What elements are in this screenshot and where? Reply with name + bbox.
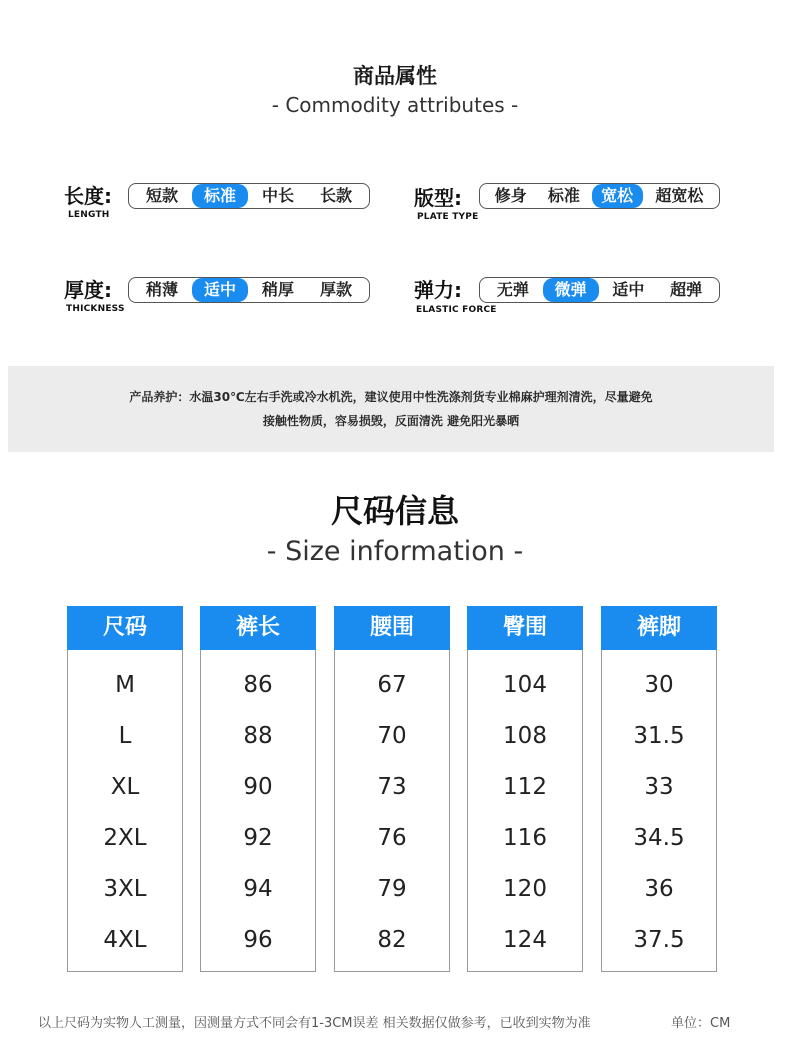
size-subtitle: - Size information -	[266, 536, 524, 567]
leg-opening-cell: 37.5	[633, 927, 685, 953]
hip-cell: 108	[503, 723, 547, 749]
waist-cell: 79	[377, 876, 407, 902]
length-option: 长款	[319, 186, 352, 205]
pants-length-cell: 90	[243, 774, 273, 800]
thickness-label-en: THICKNESS	[66, 304, 125, 314]
leg-opening-cell: 34.5	[633, 825, 685, 851]
plate-type-option: 标准	[547, 186, 580, 205]
care-instructions-line2: 接触性物质，容易损毁，反面清洗 避免阳光暴晒	[262, 414, 520, 428]
waist-column-header: 腰围	[334, 606, 450, 650]
length-option-selected: 标准	[192, 184, 248, 208]
elastic-force-label-en: ELASTIC FORCE	[416, 305, 497, 315]
pants-length-cell: 94	[243, 876, 273, 902]
length-option: 中长	[261, 186, 294, 205]
pants-length-cell: 86	[243, 672, 273, 698]
attributes-subtitle: - Commodity attributes -	[271, 93, 519, 117]
plate-type-label-en: PLATE TYPE	[417, 212, 479, 222]
leg-opening-cell: 33	[644, 774, 674, 800]
hip-column-header: 臀围	[467, 606, 583, 650]
elastic-force-label: 弹力:	[414, 278, 462, 302]
size-cell: M	[115, 672, 135, 698]
size-cell: 4XL	[103, 927, 147, 953]
pants-length-column-header: 裤长	[200, 606, 316, 650]
elastic-force-option: 无弹	[496, 280, 529, 299]
thickness-option-selected: 适中	[192, 278, 248, 302]
size-column-header: 尺码	[67, 606, 183, 650]
size-cell: 2XL	[103, 825, 147, 851]
plate-type-options	[479, 183, 720, 209]
size-cell: 3XL	[103, 876, 147, 902]
elastic-force-option: 适中	[612, 280, 645, 299]
hip-cell: 104	[503, 672, 547, 698]
waist-cell: 70	[377, 723, 407, 749]
thickness-option: 稍薄	[145, 280, 178, 299]
plate-type-label: 版型:	[414, 186, 462, 210]
waist-column	[334, 606, 450, 972]
leg-opening-column	[601, 606, 717, 972]
elastic-force-option-selected: 微弹	[543, 278, 599, 302]
leg-opening-cell: 30	[644, 672, 674, 698]
leg-opening-cell: 36	[644, 876, 674, 902]
care-instructions-box	[8, 366, 774, 452]
attributes-title: 商品属性	[353, 64, 437, 88]
size-column	[67, 606, 183, 972]
unit-label: 单位：CM	[671, 1016, 731, 1031]
length-option: 短款	[145, 186, 178, 205]
size-cell: L	[118, 723, 132, 749]
waist-cell: 82	[377, 927, 407, 953]
elastic-force-options	[479, 277, 720, 303]
pants-length-cell: 96	[243, 927, 273, 953]
length-label: 长度:	[64, 184, 112, 208]
thickness-option: 厚款	[319, 280, 352, 299]
thickness-options	[128, 277, 370, 303]
size-title: 尺码信息	[330, 492, 459, 530]
hip-cell: 112	[503, 774, 547, 800]
leg-opening-cell: 31.5	[633, 723, 685, 749]
length-options	[128, 183, 370, 209]
leg-opening-column-header: 裤脚	[601, 606, 717, 650]
pants-length-column	[200, 606, 316, 972]
length-label-en: LENGTH	[68, 210, 110, 220]
pants-length-cell: 88	[243, 723, 273, 749]
thickness-label: 厚度:	[64, 278, 112, 302]
hip-cell: 120	[503, 876, 547, 902]
waist-cell: 76	[377, 825, 407, 851]
plate-type-option-selected: 宽松	[592, 184, 643, 208]
size-cell: XL	[110, 774, 140, 800]
hip-cell: 124	[503, 927, 547, 953]
care-instructions-line1: 产品养护：水温30℃左右手洗或冷水机洗，建议使用中性洗涤剂货专业棉麻护理剂清洗，尽量避免	[129, 390, 653, 404]
waist-cell: 67	[377, 672, 407, 698]
measurement-note: 以上尺码为实物人工测量，因测量方式不同会有1-3CM误差 相关数据仅做参考，已收到实物为准	[38, 1016, 591, 1031]
elastic-force-option: 超弹	[670, 280, 703, 299]
thickness-option: 稍厚	[261, 280, 294, 299]
pants-length-cell: 92	[243, 825, 273, 851]
waist-cell: 73	[377, 774, 407, 800]
hip-column	[467, 606, 583, 972]
hip-cell: 116	[503, 825, 547, 851]
plate-type-option: 修身	[494, 186, 527, 205]
plate-type-option: 超宽松	[655, 186, 704, 205]
